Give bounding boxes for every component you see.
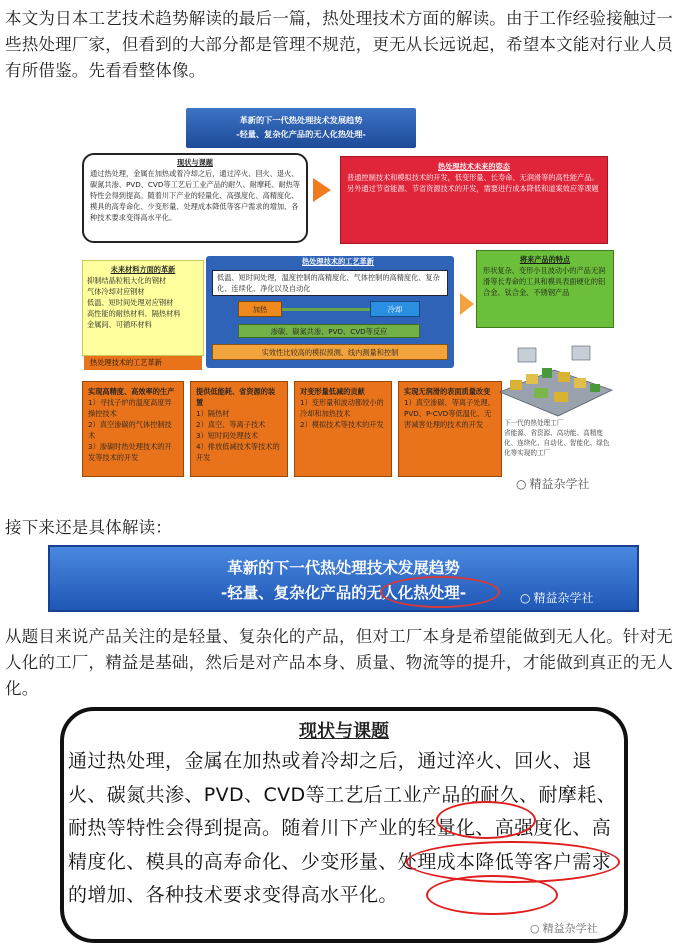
innovation-box: 实现无润滑的表面质量改变 1）真空渗碳、等离子处理、PVD、P-CVD等低温化、无害减害处理的技术的开发 (398, 381, 502, 477)
wechat-icon: ○ (520, 590, 531, 605)
watermark: ○ 精益杂学社 (520, 590, 594, 605)
banner-line2: -轻量、复杂化产品的无人化热处理- (220, 584, 467, 602)
surface-treatment-box: 渗碳、碳氮共渗、PVD、CVD等反应 (238, 324, 420, 338)
highlight-circle (426, 875, 558, 915)
innovation-box: 实现高精度、高效率的生产 1）寻找子炉的温度高度异操控技术 2）真空渗碳的气体控制技术 3）渗碳时热处理技术的开发等技术的开发 (82, 381, 184, 477)
highlight-circle (380, 576, 500, 608)
cool-box: 冷却 (370, 301, 420, 317)
diagram-title: 革新的下一代热处理技术发展趋势 -轻量、复杂化产品的无人化热处理- (186, 108, 416, 148)
wechat-icon: ○ (530, 921, 540, 935)
wechat-icon: ○ (516, 476, 527, 491)
banner-line1: 革新的下一代热处理技术发展趋势 (227, 559, 460, 577)
current-state-box: 现状与课题 通过热处理，金属在加热或着冷却之后，通过淬火、回火、退火、碳氮共渗、PVD、CVD等工艺后工业产品的耐久、耐摩耗、耐热等特性会得到提高。随着川下产业的轻量化、高强度化、高精度化、模具的高寿命化、少变形量、处理成本降低等客户需求的增加、各种技术要求变得高水平化。 (82, 153, 308, 243)
heat-cool-line (282, 308, 370, 311)
watermark: ○ 精益杂学社 (516, 476, 590, 491)
intro-paragraph: 本文为日本工艺技术趋势解读的最后一篇，热处理技术方面的解读。由于工作经验接触过一些热处理厂家，但看到的大部分都是管理不规范，更无从长远说起，希望本文能对行业人员有所借鉴。先看看整体像。 (5, 9, 673, 80)
factory-caption: 下一代的热处理工厂 省能源、省资源、高功能、高精度化、连续化、自动化、智能化、绿色化等实现的工厂 (504, 419, 610, 457)
innovation-box: 对变形量低减的贡献 1）变形量和波动都较小的冷却和加热技术 2）模拟技术等技术的开发 (294, 381, 392, 477)
state-closeup-text: 通过热处理，金属在加热或着冷却之后，通过淬火、回火、退火、碳氮共渗、PVD、CVD等工艺后工业产品的耐久、耐摩耗、耐热等特性会得到提高。随着川下产业的轻量化、高强度化、高精度化、模具的高寿命化、少变形量、处理成本降低等客户需求的增加、各种技术要求变得高水平化。 (68, 750, 616, 906)
future-box: 热处理技术未来的姿态 普通控制技术和模拟技术的开发，低变形量、长寿命、无润滑等的高性能产品。 另外通过节省能源、节省资源技术的开发，需要进行成本降低和道案效应等课题 (340, 156, 608, 244)
highlight-circle (436, 801, 536, 839)
heat-box: 加热 (238, 301, 282, 317)
analysis-paragraph: 从题目来说产品关注的是轻量、复杂化的产品，但对工厂本身是希望能做到无人化。针对无人化的工厂，精益是基础，然后是对产品本身、质量、物流等的提升，才能做到真正的无人化。 (5, 627, 673, 698)
title-banner (48, 545, 639, 612)
process-innovation-title: 热处理技术的工艺革新 (84, 356, 202, 370)
next-paragraph: 接下来还是具体解读： (5, 518, 172, 537)
innovation-box: 提供低能耗、省资源的装置 1）隔热材 2）真空、等离子技术 3）短时间处理技术 4）排放低减技术等技术的开发 (190, 381, 288, 477)
simulation-box: 实效性比较高的模拟预测、线内测量和控制 (212, 344, 448, 360)
state-closeup-heading: 现状与课题 (299, 721, 389, 742)
watermark: ○ 精益杂学社 (530, 921, 598, 935)
process-heading: 热处理技术的工艺革新 (302, 257, 374, 266)
state-closeup-box (60, 707, 628, 943)
arrow-right-icon (313, 178, 331, 202)
material-box: 未来材料方面的革新 抑制结晶粒粗大化的钢材 气体冷却对应钢材 低温、短时间处理对应钢材 高性能的耐热材料、隔热材料 金属间、可循环材料 (82, 260, 204, 356)
future-product-box: 将来产品的特点 形状复杂、变形小且波动小的产品无润滑等长寿命的工具和模具表面硬化的铝合金、钛合金、不锈钢产品 (476, 250, 614, 328)
overview-diagram (78, 108, 618, 501)
process-text: 低温、短时间处理，温度控制的高精度化、气体控制的高精度化、复杂化、连续化、净化以及自动化 (212, 270, 448, 296)
arrow-right-icon (460, 293, 474, 315)
